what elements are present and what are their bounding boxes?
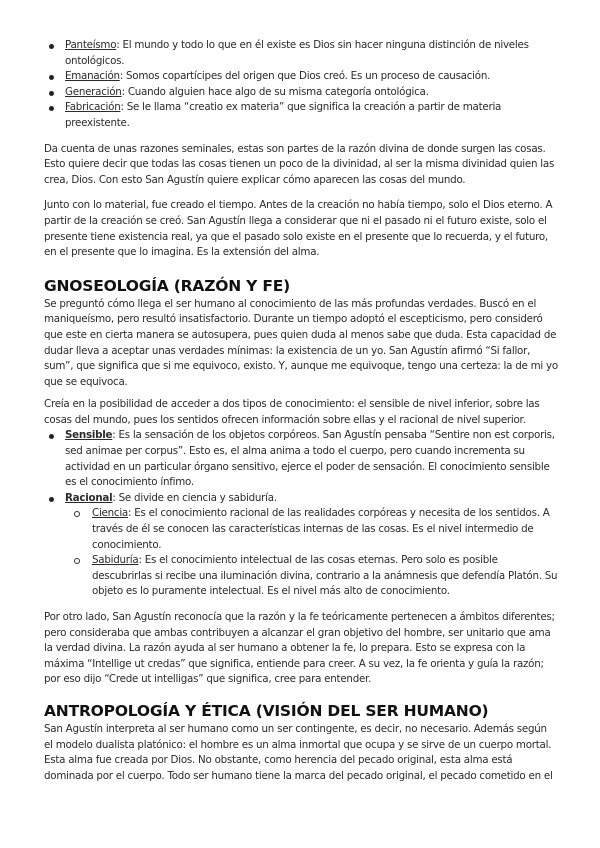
paragraph-conocimiento: Creía en la posibilidad de acceder a dos tipos de conocimiento: el sensible de nivel inferior, sobre las cosas del mundo, pues los sentidos ofrecen información sobre ellas y el racional de nivel superior. [44,398,540,426]
paragraph-tiempo: Junto con lo material, fue creado el tiempo. Antes de la creación no había tiempo, solo el Dios eterno. A partir de la creación se creó. San Agustín llega a considerar que ni el pasado ni el futuro existe, solo el presente tiene existencia real, ya que el pasado solo existe en el presente que lo recuerda, y el futuro, en el presente que lo imagina. Es la extensión del alma. [44,199,553,259]
paragraph-razon-fe: Por otro lado, San Agustín reconocía que la razón y la fe teóricamente pertenecen a ámbitos diferentes; pero consideraba que ambas contribuyen a alcanzar el gran objetivo del hombre, ser unitario que ama la verdad divina. La razón ayuda al ser humano a obtener la fe, lo prepara. Esto se expresa con la máxima “Intellige ut credas” que significa, entiende para creer. A su vez, la fe orienta y guía la razón; por eso dijo “Crede ut intelligas” que significa, cree para entender. [44,611,555,686]
paragraph-antropologia: San Agustín interpreta al ser humano como un ser contingente, es decir, no necesario. Además según el modelo dualista platónico: el hombre es un alma inmortal que ocupa y se sirve de un cuerpo mortal. Esta alma fue creada por Dios. No obstante, como herencia del pecado original, esta alma está dominada por el cuerpo. Todo ser humano tiene la marca del pecado original, el pecado cometido en el [44,722,553,782]
definition: : El mundo y todo lo que en él existe es Dios sin hacer ninguna distinción de niveles ontológicos. [65,39,529,67]
list-item [44,38,558,69]
list-item-racional [44,491,558,507]
term: Emanación [65,70,120,83]
term: Sensible [65,429,113,442]
term: Fabricación [65,101,121,114]
definition: : Es el conocimiento racional de las realidades corpóreas y necesita de los sentidos. A través de él se conocen las características internas de las cosas. Es el nivel intermedio de conocimiento. [92,507,550,551]
definition: : Cuando alguien hace algo de su misma categoría ontológica. [121,85,429,98]
definition: : Se le llama “creatio ex materia” que significa la creación a partir de materia preexistente. [65,101,502,129]
heading-gnoseologia: GNOSEOLOGÍA (RAZÓN Y FE) [44,276,291,295]
sublist-item-sabiduria [44,553,558,600]
knowledge-list [44,428,558,506]
term: Sabiduría [92,554,139,567]
document-page [44,38,558,784]
list-item [44,100,558,131]
definition: : Es la sensación de los objetos corpóreos. San Agustín pensaba “Sentire non est corporis, sed animae per corpus”. Esto es, el alma anima a todo el cuerpo, pero cuando incrementa su actividad en un particular órgano sensitivo, ejerce el poder de sensación. El conocimiento sensible es el conocimiento ínfimo. [65,429,555,489]
definition: : Se divide en ciencia y sabiduría. [112,491,277,504]
term: Panteísmo [65,39,117,51]
paragraph-gnoseologia: Se preguntó cómo llega el ser humano al conocimiento de las más profundas verdades. Buscó en el maniqueísmo, pero resultó insatisfactorio. Durante un tiempo adoptó el escepticismo, pero consideró que este en cierta manera se autosupera, pues quien duda al menos sabe que duda. Esta capacidad de dudar lleva a aceptar unas verdades mínimas: la existencia de un yo. San Agustín afirmó “Si fallor, sum”, que significa que si me equivoco, existo. Y, aunque me equivoque, tengo una certeza: la de mi yo que se equivoca. [44,297,558,388]
heading-antropologia: ANTROPOLOGÍA Y ÉTICA (VISIÓN DEL SER HUMANO) [44,701,489,720]
definition: : Es el conocimiento intelectual de las cosas eternas. Pero solo es posible descubrirlas si recibe una iluminación divina, contrario a la anámnesis que defendía Platón. Su objeto es lo puramente intelectual. Es el nivel más alto de conocimiento. [92,554,558,598]
list-item-sensible [44,428,558,490]
doctrine-list [44,38,558,132]
list-item [44,85,558,101]
list-item [44,69,558,85]
term: Ciencia [92,507,128,520]
racional-sublist [44,506,558,600]
term: Racional [65,491,113,504]
paragraph-seminales: Da cuenta de unas razones seminales, estas son partes de la razón divina de donde surgen las cosas. Esto quiere decir que todas las cosas tienen un poco de la divinidad, al ser la misma divinidad quien las crea, Dios. Con esto San Agustín quiere explicar cómo aparecen las cosas del mundo. [44,142,555,186]
term: Generación [65,85,122,98]
sublist-item-ciencia [44,506,558,553]
definition: : Somos copartícipes del origen que Dios creó. Es un proceso de causación. [119,70,491,83]
